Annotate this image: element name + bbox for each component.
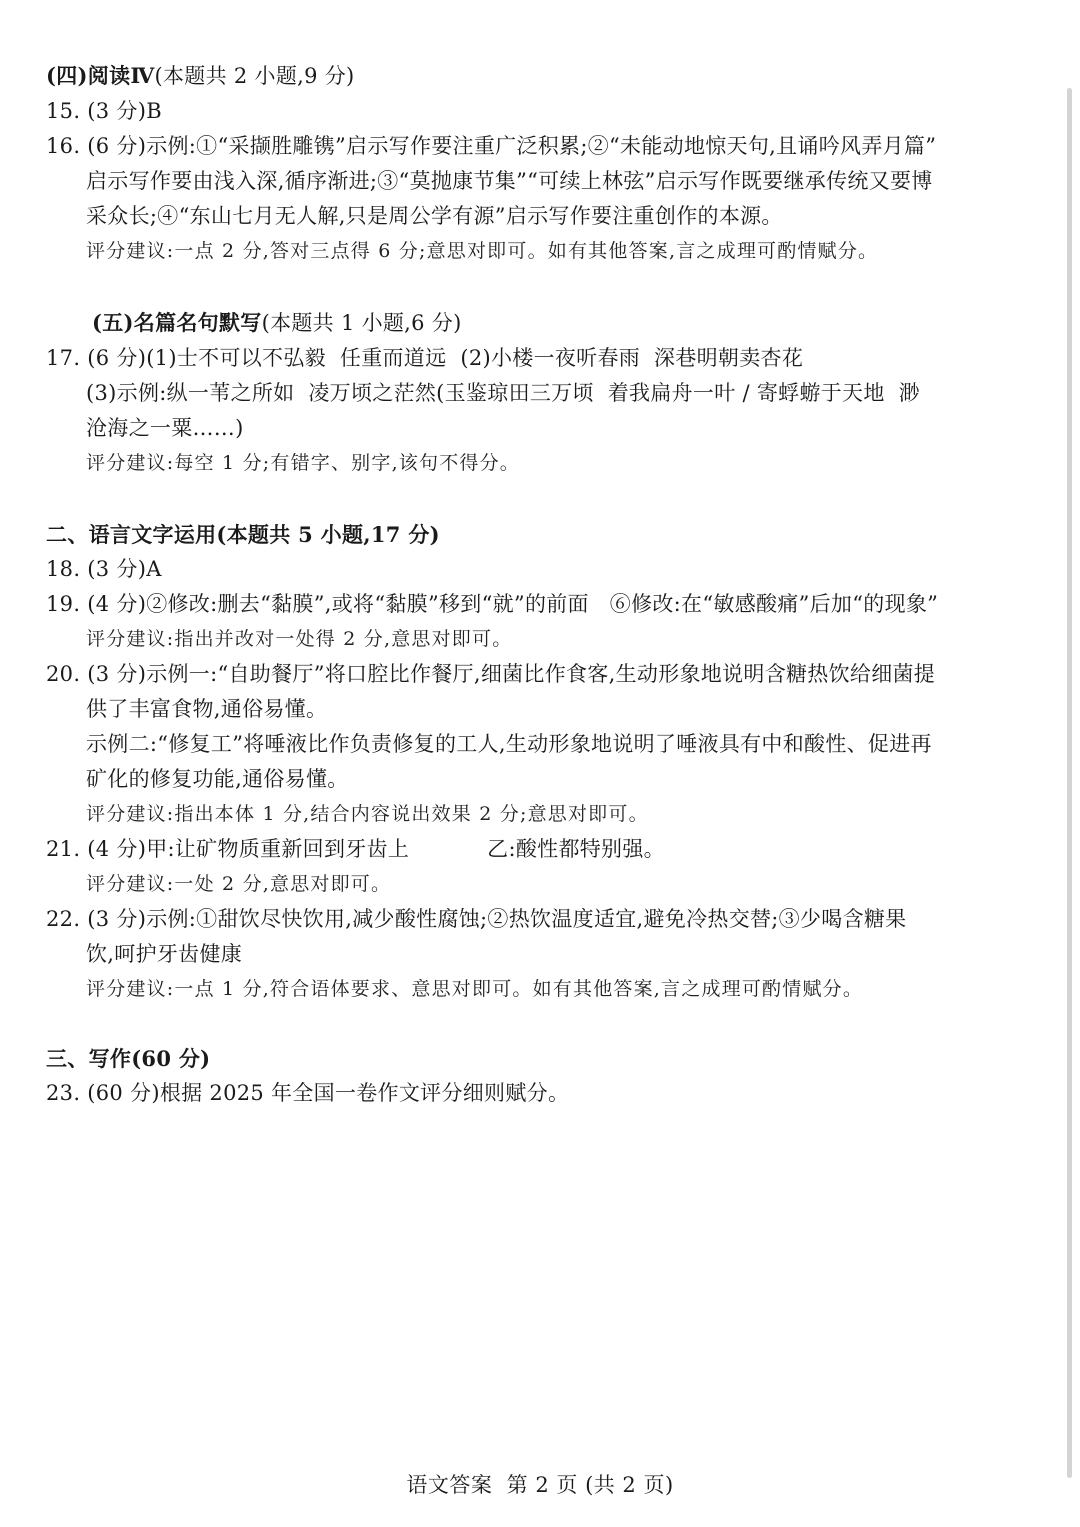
scoring-note-19: 评分建议:指出并改对一处得 2 分,意思对即可。: [86, 628, 513, 650]
answer-21-part-a: 21. (4 分)甲:让矿物质重新回到牙齿上: [46, 837, 410, 861]
scoring-note-20: 评分建议:指出本体 1 分,结合内容说出效果 2 分;意思对即可。: [86, 803, 649, 825]
page-footer: 语文答案 第 2 页 (共 2 页): [406, 1473, 674, 1497]
answer-16-line-3: 采众长;④“东山七月无人解,只是周公学有源”启示写作要注重创作的本源。: [86, 204, 783, 228]
answer-17-line-2: (3)示例:纵一苇之所如 凌万顷之茫然(玉鉴琼田三万顷 着我扁舟一叶 / 寄蜉蝣于天地 渺: [86, 381, 920, 405]
scrollbar[interactable]: [1067, 88, 1072, 1478]
spacer: [46, 1007, 1042, 1041]
answer-22-line-1: 22. (3 分)示例:①甜饮尽快饮用,减少酸性腐蚀;②热饮温度适宜,避免冷热交替;③少喝含糖果: [46, 907, 907, 931]
section-writing-heading: 三、写作(60 分): [46, 1046, 211, 1071]
section-title: (四)阅读Ⅳ: [46, 63, 155, 88]
answer-19-line-1: 19. (4 分)②修改:删去“黏膜”,或将“黏膜”移到“就”的前面 ⑥修改:在“敏感酸痛”后加“的现象”: [46, 592, 939, 616]
answer-17-line-3: 沧海之一粟……): [86, 416, 244, 440]
answer-15: 15. (3 分)B: [46, 99, 162, 123]
answer-23: 23. (60 分)根据 2025 年全国一卷作文评分细则赋分。: [46, 1081, 570, 1105]
section-info: (本题共 1 小题,6 分): [261, 311, 462, 335]
section-title: (五)名篇名句默写: [92, 310, 262, 335]
spacer: [46, 269, 1042, 305]
answer-content: [46, 58, 1042, 1111]
scoring-note-16: 评分建议:一点 2 分,答对三点得 6 分;意思对即可。如有其他答案,言之成理可酌情赋分。: [86, 240, 879, 262]
answer-20-line-4: 矿化的修复功能,通俗易懂。: [86, 767, 349, 791]
scoring-note-22: 评分建议:一点 1 分,符合语体要求、意思对即可。如有其他答案,言之成理可酌情赋分。: [86, 978, 864, 1000]
answer-16-line-2: 启示写作要由浅入深,循序渐进;③“莫抛康节集”“可续上林弦”启示写作既要继承传统又要博: [86, 169, 933, 193]
spacer: [46, 481, 1042, 517]
answer-22-line-2: 饮,呵护牙齿健康: [86, 942, 243, 966]
answer-20-line-3: 示例二:“修复工”将唾液比作负责修复的工人,生动形象地说明了唾液具有中和酸性、促进再: [86, 732, 932, 756]
section-recitation-heading: [46, 305, 1042, 341]
answer-16-line-1: 16. (6 分)示例:①“采撷胜雕镌”启示写作要注重广泛积累;②“未能动地惊天句,且诵吟风弄月篇”: [46, 134, 937, 158]
scoring-note-21: 评分建议:一处 2 分,意思对即可。: [86, 873, 392, 895]
answer-18: 18. (3 分)A: [46, 557, 162, 581]
answer-20-line-2: 供了丰富食物,通俗易懂。: [86, 697, 328, 721]
section-info: (本题共 2 小题,9 分): [154, 64, 355, 88]
section-language-use-heading: 二、语言文字运用(本题共 5 小题,17 分): [46, 522, 440, 547]
answer-20-line-1: 20. (3 分)示例一:“自助餐厅”将口腔比作餐厅,细菌比作食客,生动形象地说明含糖热饮给细菌提: [46, 662, 936, 686]
scoring-note-17: 评分建议:每空 1 分;有错字、别字,该句不得分。: [86, 452, 521, 474]
answer-21-part-b: 乙:酸性都特别强。: [487, 837, 665, 861]
section-reading-4-heading: [46, 58, 1042, 94]
scrollbar-thumb[interactable]: [1067, 88, 1072, 1478]
answer-17-line-1: 17. (6 分)(1)士不可以不弘毅 任重而道远 (2)小楼一夜听春雨 深巷明朝卖杏花: [46, 346, 804, 370]
answer-21-line-1: [46, 832, 1042, 867]
